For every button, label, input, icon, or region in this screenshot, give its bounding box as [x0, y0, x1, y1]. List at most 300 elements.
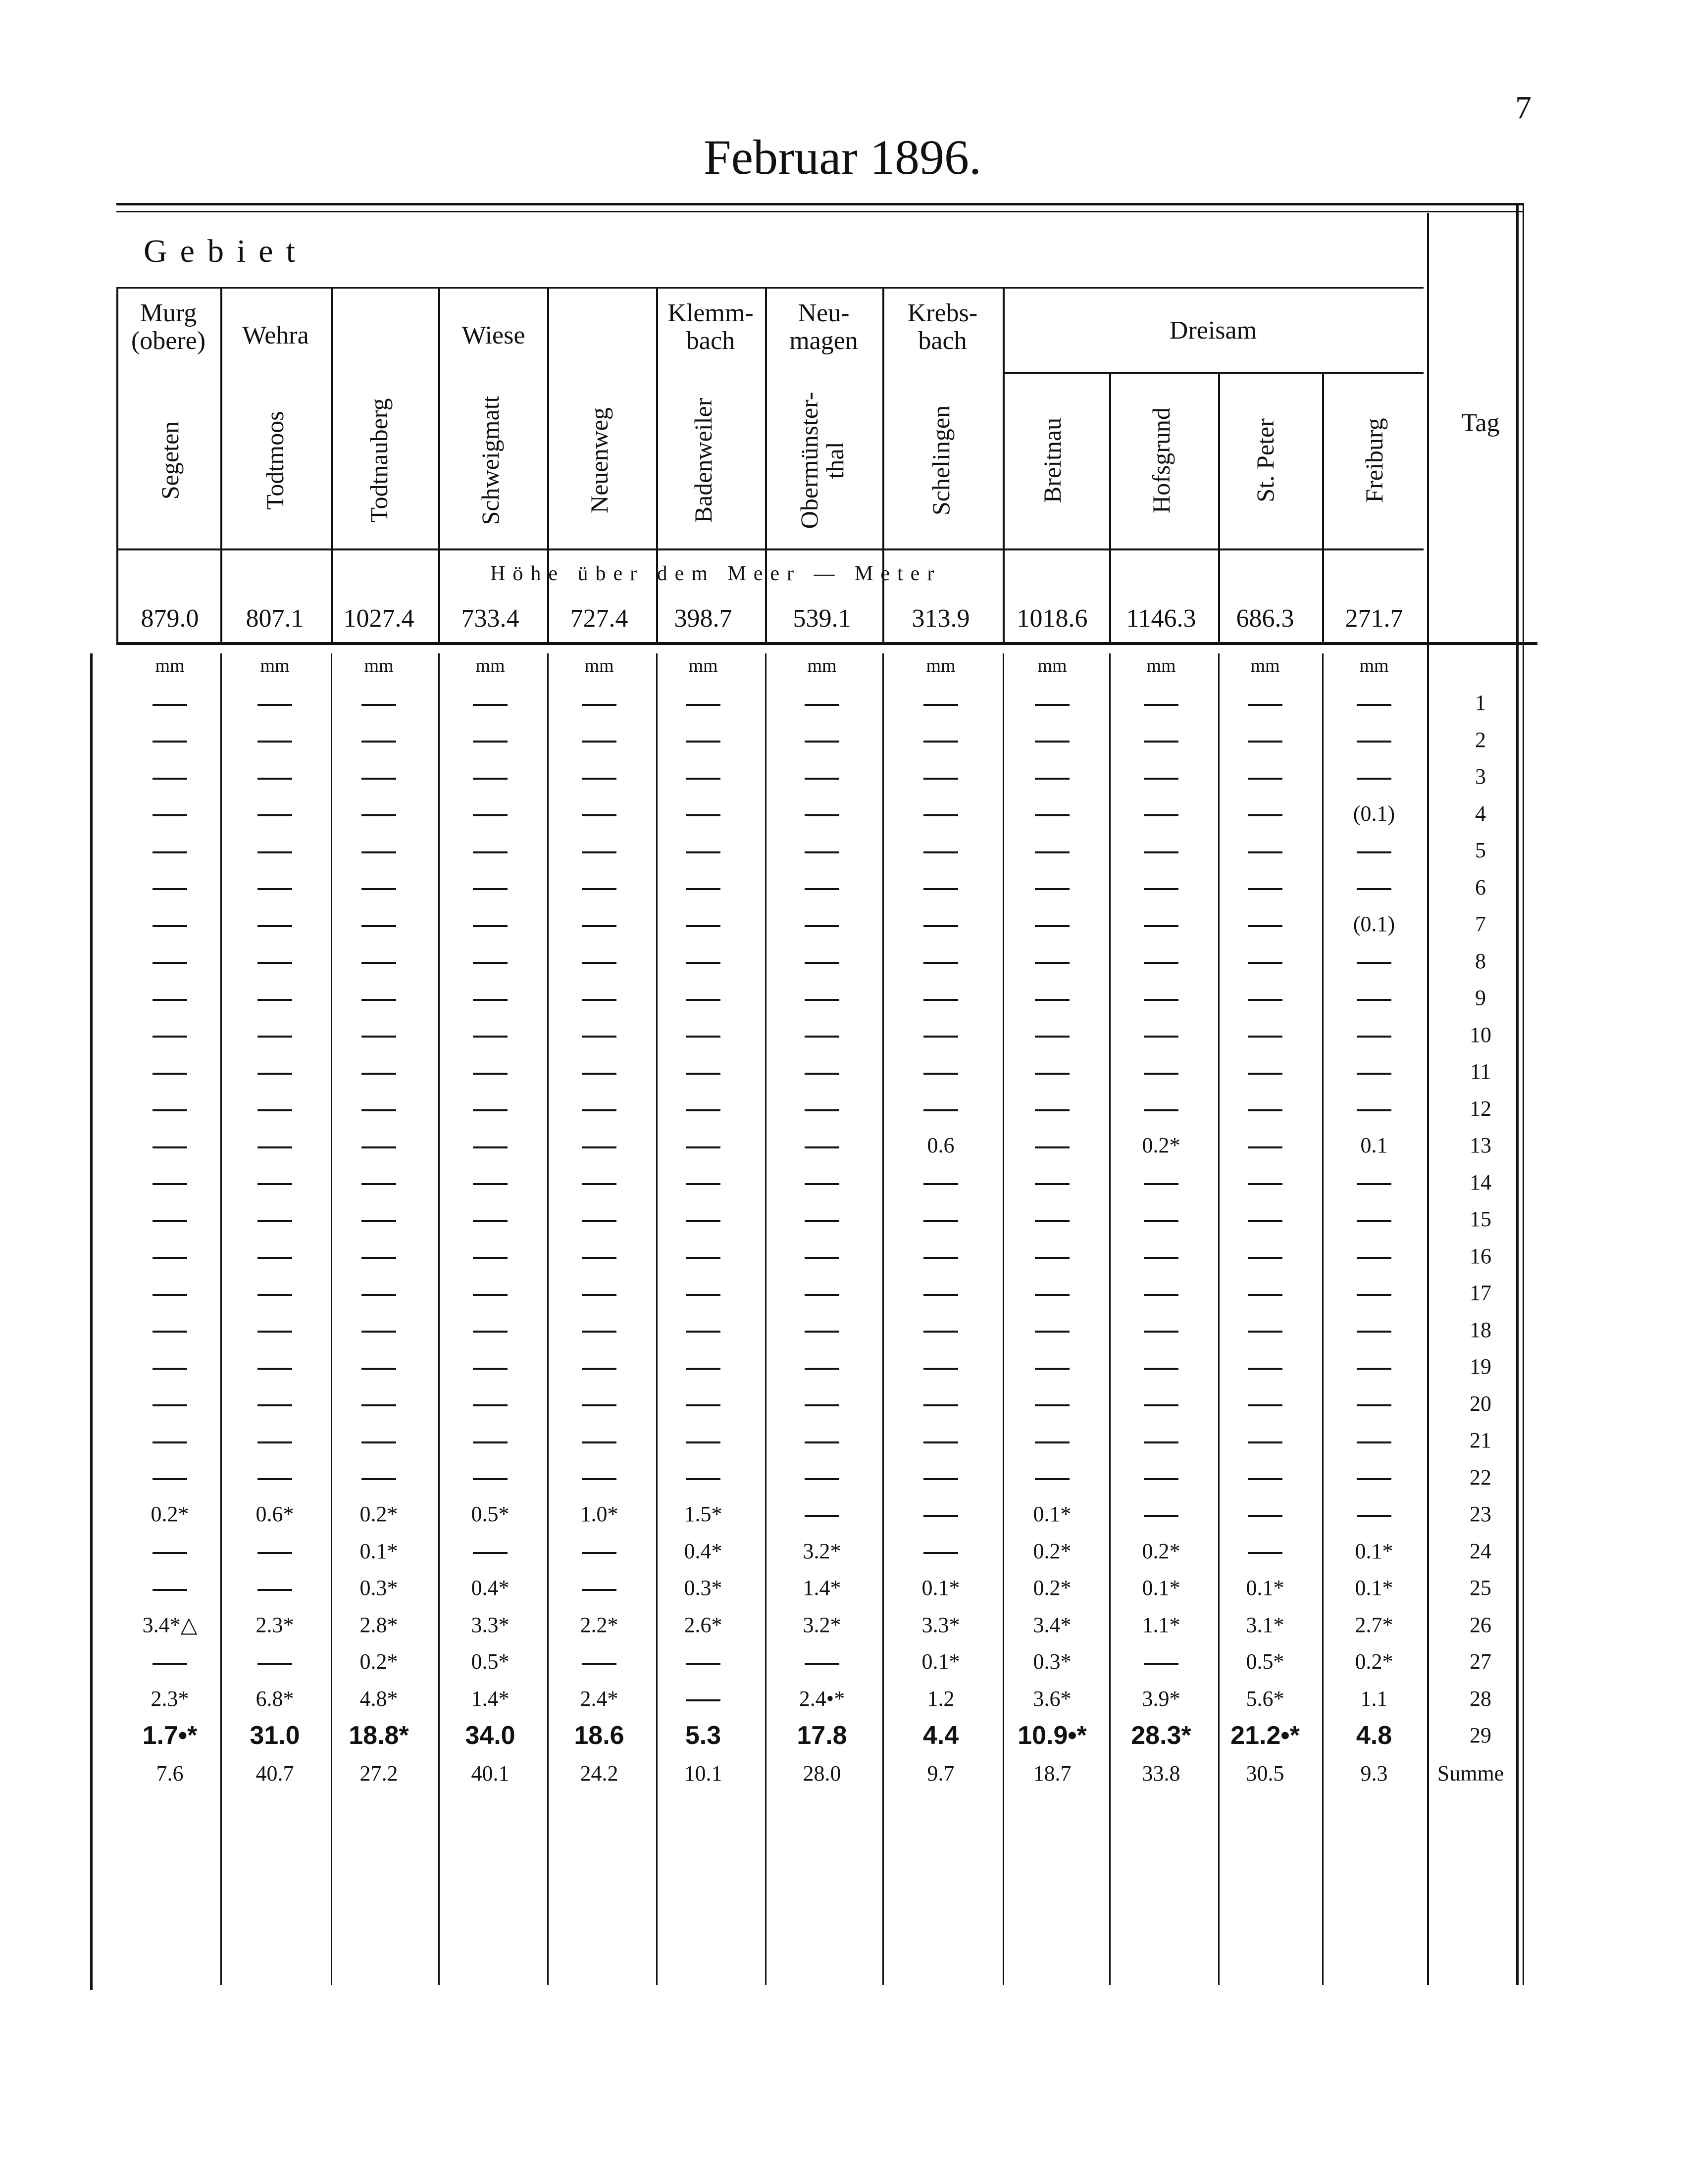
dash-mark: [1035, 814, 1070, 816]
precip-value: [123, 946, 217, 976]
day-label: 20: [1470, 1391, 1491, 1416]
precip-value: [1005, 1168, 1099, 1197]
precip-value: [123, 1463, 217, 1492]
precip-value: [123, 1389, 217, 1419]
dash-mark: [1144, 888, 1178, 890]
station-elevation: 398.7: [674, 604, 732, 633]
left-border: [90, 653, 93, 1990]
precip-value: 28.3*: [1131, 1721, 1191, 1750]
precip-value: [123, 1573, 217, 1603]
dash-mark: [473, 1294, 508, 1296]
precip-value: 0.3*: [1033, 1649, 1072, 1674]
precip-value: [1218, 1315, 1312, 1345]
dash-mark: [1144, 1183, 1178, 1185]
dash-mark: [686, 814, 720, 816]
dreisam-subrule: [1003, 372, 1424, 374]
column-divider: [220, 653, 222, 1985]
unit-label: mm: [260, 655, 290, 676]
precip-value: [443, 1537, 537, 1566]
top-rule-thin: [116, 211, 1523, 212]
dash-mark: [473, 925, 508, 927]
precip-value: 1.0*: [580, 1502, 618, 1526]
dash-mark: [1035, 1404, 1070, 1406]
precip-value: [552, 1315, 646, 1345]
precip-value: [332, 688, 426, 718]
dash-mark: [473, 1220, 508, 1222]
dash-mark: [1035, 962, 1070, 964]
dash-mark: [1357, 1109, 1391, 1111]
dash-mark: [686, 1699, 720, 1701]
precip-value: [1327, 1463, 1421, 1492]
dash-mark: [1144, 1257, 1178, 1259]
precip-value: [1327, 1204, 1421, 1234]
dash-mark: [1144, 1036, 1178, 1038]
precip-value: 3.6*: [1033, 1686, 1072, 1711]
precip-value: 3.4*△: [142, 1612, 198, 1637]
precip-value: [894, 1315, 988, 1345]
basin-name: Dreisam: [1169, 316, 1257, 345]
dash-mark: [923, 1515, 958, 1517]
precip-value: 1.4*: [471, 1686, 510, 1711]
dash-mark: [257, 1478, 292, 1480]
dash-mark: [257, 888, 292, 890]
dash-mark: [582, 814, 616, 816]
dash-mark: [361, 888, 396, 890]
precip-value: [332, 1131, 426, 1160]
precip-value: [656, 1278, 750, 1308]
dash-mark: [361, 1109, 396, 1111]
dash-mark: [1248, 1552, 1282, 1554]
precip-value: [1218, 688, 1312, 718]
precip-value: [1218, 1278, 1312, 1308]
monthly-sum: 33.8: [1142, 1761, 1180, 1786]
precip-value: [228, 1278, 322, 1308]
dash-mark: [1248, 741, 1282, 743]
tag-header: Tag: [1461, 409, 1500, 437]
day-label: 29: [1470, 1723, 1491, 1747]
precip-value: [656, 836, 750, 865]
dash-mark: [1035, 1368, 1070, 1370]
dash-mark: [257, 1146, 292, 1148]
precip-value: [1114, 799, 1208, 829]
dash-mark: [153, 1331, 187, 1333]
precip-value: [1005, 1204, 1099, 1234]
precip-value: [1327, 873, 1421, 902]
day-label: 27: [1470, 1649, 1491, 1674]
precip-value: [1114, 1426, 1208, 1455]
dash-mark: [1357, 778, 1391, 780]
dash-mark: [1248, 1073, 1282, 1075]
precip-value: [656, 1352, 750, 1382]
precip-value: 0.2*: [359, 1649, 398, 1674]
precip-value: 0.6*: [255, 1502, 294, 1526]
dash-mark: [1144, 1368, 1178, 1370]
monthly-sum: 27.2: [359, 1761, 398, 1786]
precip-value: 0.2*: [359, 1502, 398, 1526]
column-divider: [1109, 372, 1111, 642]
precip-value: [775, 1020, 869, 1050]
dash-mark: [473, 1109, 508, 1111]
precip-value: [332, 1463, 426, 1492]
precip-value: [656, 1315, 750, 1345]
precip-value: [1327, 1315, 1421, 1345]
dash-mark: [582, 1404, 616, 1406]
precip-value: [656, 1131, 750, 1160]
unit-label: mm: [1037, 655, 1067, 676]
dash-mark: [257, 925, 292, 927]
precip-value: [123, 983, 217, 1013]
precip-value: 3.1*: [1246, 1612, 1284, 1637]
precip-value: [775, 1426, 869, 1455]
station-header: [656, 376, 750, 545]
day-label: 19: [1470, 1354, 1491, 1379]
precip-value: [1327, 1057, 1421, 1087]
precip-value: 0.5*: [471, 1502, 510, 1526]
day-label: 10: [1470, 1022, 1491, 1047]
precip-value: [656, 1389, 750, 1419]
precip-value: [332, 836, 426, 865]
dash-mark: [1248, 962, 1282, 964]
dash-mark: [1144, 999, 1178, 1001]
precip-value: [1218, 1537, 1312, 1566]
dash-mark: [582, 1368, 616, 1370]
dash-mark: [153, 1368, 187, 1370]
dash-mark: [805, 1109, 839, 1111]
precip-value: [123, 1241, 217, 1271]
basin-name: Neu- magen: [789, 299, 858, 355]
dash-mark: [805, 1073, 839, 1075]
precip-value: [228, 1573, 322, 1603]
precip-value: [894, 946, 988, 976]
dash-mark: [1357, 1404, 1391, 1406]
precip-value: 0.1*: [359, 1539, 398, 1563]
precip-value: [1114, 1204, 1208, 1234]
dash-mark: [805, 1220, 839, 1222]
precip-value: [332, 1315, 426, 1345]
dash-mark: [923, 1368, 958, 1370]
dash-mark: [1035, 1331, 1070, 1333]
dash-mark: [582, 851, 616, 853]
precip-value: [443, 688, 537, 718]
precip-value: [894, 762, 988, 792]
precip-value: [1327, 1168, 1421, 1197]
precip-value: 0.1: [1360, 1133, 1388, 1157]
dash-mark: [1248, 1515, 1282, 1517]
monthly-sum: 9.7: [927, 1761, 955, 1786]
precip-value: [123, 688, 217, 718]
dash-mark: [361, 925, 396, 927]
dash-mark: [153, 1589, 187, 1591]
precip-value: [1327, 946, 1421, 976]
dash-mark: [257, 1109, 292, 1111]
precip-value: 0.1*: [1355, 1576, 1393, 1600]
dash-mark: [582, 741, 616, 743]
precip-value: [894, 1057, 988, 1087]
dash-mark: [805, 1515, 839, 1517]
station-name: Todtnauberg: [365, 398, 393, 523]
precip-value: [552, 1426, 646, 1455]
dash-mark: [1248, 1220, 1282, 1222]
dash-mark: [1035, 1073, 1070, 1075]
dash-mark: [582, 1589, 616, 1591]
precip-value: [1218, 1057, 1312, 1087]
precip-value: [228, 946, 322, 976]
precip-value: 1.1: [1360, 1686, 1388, 1711]
precip-value: [443, 909, 537, 939]
dash-mark: [361, 1036, 396, 1038]
precip-value: [1005, 1463, 1099, 1492]
precip-value: [1327, 1426, 1421, 1455]
station-elevation: 1027.4: [343, 604, 414, 633]
precip-value: [894, 873, 988, 902]
day-label: 28: [1470, 1686, 1491, 1711]
dash-mark: [1144, 1515, 1178, 1517]
precip-value: [1114, 1278, 1208, 1308]
precip-value: [228, 1094, 322, 1124]
dash-mark: [361, 1478, 396, 1480]
day-label: 6: [1475, 875, 1486, 899]
precip-value: [1218, 983, 1312, 1013]
day-label: 15: [1470, 1207, 1491, 1231]
precip-value: [1218, 909, 1312, 939]
precip-value: [443, 1168, 537, 1197]
unit-label: mm: [926, 655, 956, 676]
dash-mark: [473, 1441, 508, 1443]
station-name: St. Peter: [1251, 418, 1279, 502]
precip-value: [552, 873, 646, 902]
dash-mark: [473, 1478, 508, 1480]
precip-value: [1218, 836, 1312, 865]
station-name: Badenweiler: [689, 397, 717, 523]
precip-value: 21.2•*: [1230, 1721, 1300, 1750]
dash-mark: [1248, 1441, 1282, 1443]
station-elevation: 271.7: [1345, 604, 1403, 633]
precip-value: [894, 1389, 988, 1419]
dash-mark: [1248, 704, 1282, 706]
precip-value: [775, 1389, 869, 1419]
dash-mark: [257, 1552, 292, 1554]
station-header: [332, 376, 426, 545]
precip-value: 0.6: [927, 1133, 955, 1157]
precip-value: [1218, 873, 1312, 902]
station-name: Todtmoos: [261, 411, 289, 510]
station-header: [123, 376, 217, 545]
precip-value: [443, 725, 537, 755]
precip-value: [775, 1131, 869, 1160]
dash-mark: [1248, 1294, 1282, 1296]
precip-value: [775, 1647, 869, 1677]
column-divider: [1322, 653, 1324, 1985]
dash-mark: [1357, 1515, 1391, 1517]
dash-mark: [361, 962, 396, 964]
dash-mark: [473, 1257, 508, 1259]
dash-mark: [257, 814, 292, 816]
precip-value: [1218, 1094, 1312, 1124]
dash-mark: [1357, 962, 1391, 964]
dash-mark: [1035, 1036, 1070, 1038]
dash-mark: [361, 1404, 396, 1406]
dash-mark: [686, 888, 720, 890]
precip-value: 0.4*: [471, 1576, 510, 1600]
dash-mark: [1144, 1109, 1178, 1111]
dash-mark: [805, 1368, 839, 1370]
precip-value: [775, 983, 869, 1013]
precip-value: [1114, 1057, 1208, 1087]
precip-value: [894, 1094, 988, 1124]
precip-value: [1218, 1168, 1312, 1197]
dash-mark: [582, 1294, 616, 1296]
precip-value: 17.8: [797, 1721, 847, 1750]
precip-value: 3.3*: [921, 1612, 960, 1637]
precip-value: [1218, 799, 1312, 829]
page-number: 7: [1515, 90, 1532, 126]
precip-value: [552, 1057, 646, 1087]
column-divider: [1003, 653, 1004, 1985]
dash-mark: [923, 1183, 958, 1185]
day-label: 2: [1475, 727, 1486, 752]
precip-value: [775, 799, 869, 829]
basin-name: Klemm- bach: [667, 299, 754, 355]
dash-mark: [686, 1146, 720, 1148]
precip-value: [894, 1241, 988, 1271]
precip-value: [1005, 1426, 1099, 1455]
precip-value: [1114, 1647, 1208, 1677]
precip-value: [228, 1241, 322, 1271]
dash-mark: [805, 1036, 839, 1038]
dash-mark: [1357, 1441, 1391, 1443]
precip-value: 18.8*: [349, 1721, 409, 1750]
precip-value: [228, 1647, 322, 1677]
station-name: Segeten: [156, 421, 184, 500]
day-label: 21: [1470, 1428, 1491, 1452]
precip-value: [228, 1537, 322, 1566]
precip-value: [656, 762, 750, 792]
precip-value: 2.2*: [580, 1612, 618, 1637]
unit-label: mm: [1359, 655, 1389, 676]
precip-value: [775, 1315, 869, 1345]
precip-value: [1218, 946, 1312, 976]
precip-value: [775, 1463, 869, 1492]
precip-value: [332, 909, 426, 939]
precip-value: [1218, 725, 1312, 755]
precip-value: [1218, 1020, 1312, 1050]
column-divider: [765, 653, 766, 1985]
dash-mark: [361, 1183, 396, 1185]
day-label: 16: [1470, 1243, 1491, 1268]
precip-value: [332, 946, 426, 976]
column-divider: [547, 653, 549, 1985]
dash-mark: [1144, 1663, 1178, 1665]
dash-mark: [1357, 741, 1391, 743]
dash-mark: [686, 741, 720, 743]
precip-value: [123, 1537, 217, 1566]
dash-mark: [1357, 1368, 1391, 1370]
precip-value: 0.5*: [471, 1649, 510, 1674]
precip-value: [1327, 762, 1421, 792]
precip-value: 6.8*: [255, 1686, 294, 1711]
dash-mark: [473, 741, 508, 743]
station-header: [552, 376, 646, 545]
precip-value: [656, 1426, 750, 1455]
dash-mark: [805, 1478, 839, 1480]
precip-value: [443, 1241, 537, 1271]
precip-value: [443, 1389, 537, 1419]
precip-value: [552, 1352, 646, 1382]
dash-mark: [153, 704, 187, 706]
dash-mark: [473, 851, 508, 853]
dash-mark: [1035, 925, 1070, 927]
precip-value: [552, 1647, 646, 1677]
precip-value: [443, 1426, 537, 1455]
dash-mark: [686, 999, 720, 1001]
basin-name: Murg (obere): [131, 299, 206, 355]
unit-label: mm: [1146, 655, 1176, 676]
dash-mark: [473, 1552, 508, 1554]
precip-value: [228, 873, 322, 902]
precip-value: [775, 1057, 869, 1087]
precip-value: [552, 946, 646, 976]
precip-value: [552, 1463, 646, 1492]
station-header: [894, 376, 988, 545]
dash-mark: [1357, 1478, 1391, 1480]
dash-mark: [361, 1073, 396, 1075]
dash-mark: [473, 814, 508, 816]
precip-value: [1114, 725, 1208, 755]
day-column-divider: [1427, 213, 1429, 1985]
dash-mark: [257, 1589, 292, 1591]
monthly-sum: 18.7: [1033, 1761, 1072, 1786]
dash-mark: [582, 1183, 616, 1185]
dash-mark: [1144, 814, 1178, 816]
dash-mark: [582, 925, 616, 927]
dash-mark: [1035, 741, 1070, 743]
station-header: [443, 376, 537, 545]
precip-value: [1327, 1389, 1421, 1419]
monthly-sum: 28.0: [803, 1761, 841, 1786]
precip-value: [332, 1094, 426, 1124]
precip-value: [332, 1057, 426, 1087]
precip-value: [894, 1278, 988, 1308]
dash-mark: [257, 1331, 292, 1333]
unit-label: mm: [475, 655, 505, 676]
precip-value: [1114, 946, 1208, 976]
precip-value: [552, 1020, 646, 1050]
station-header: [228, 376, 322, 545]
dash-mark: [923, 1552, 958, 1554]
precip-value: [1114, 909, 1208, 939]
precip-value: [552, 799, 646, 829]
monthly-sum: 9.3: [1360, 1761, 1388, 1786]
precip-value: [894, 836, 988, 865]
dash-mark: [1144, 1073, 1178, 1075]
dash-mark: [257, 741, 292, 743]
station-elevation: 539.1: [793, 604, 851, 633]
precip-value: [656, 1463, 750, 1492]
precip-value: [228, 1463, 322, 1492]
station-header: [1218, 376, 1312, 545]
precip-value: 5.3: [685, 1721, 721, 1750]
precip-value: 1.2: [927, 1686, 955, 1711]
dash-mark: [686, 851, 720, 853]
precip-value: [228, 983, 322, 1013]
dash-mark: [153, 778, 187, 780]
dash-mark: [361, 1146, 396, 1148]
precip-value: [443, 1131, 537, 1160]
precip-value: [332, 762, 426, 792]
dash-mark: [582, 1331, 616, 1333]
dash-mark: [361, 999, 396, 1001]
precip-value: 3.2*: [803, 1539, 841, 1563]
